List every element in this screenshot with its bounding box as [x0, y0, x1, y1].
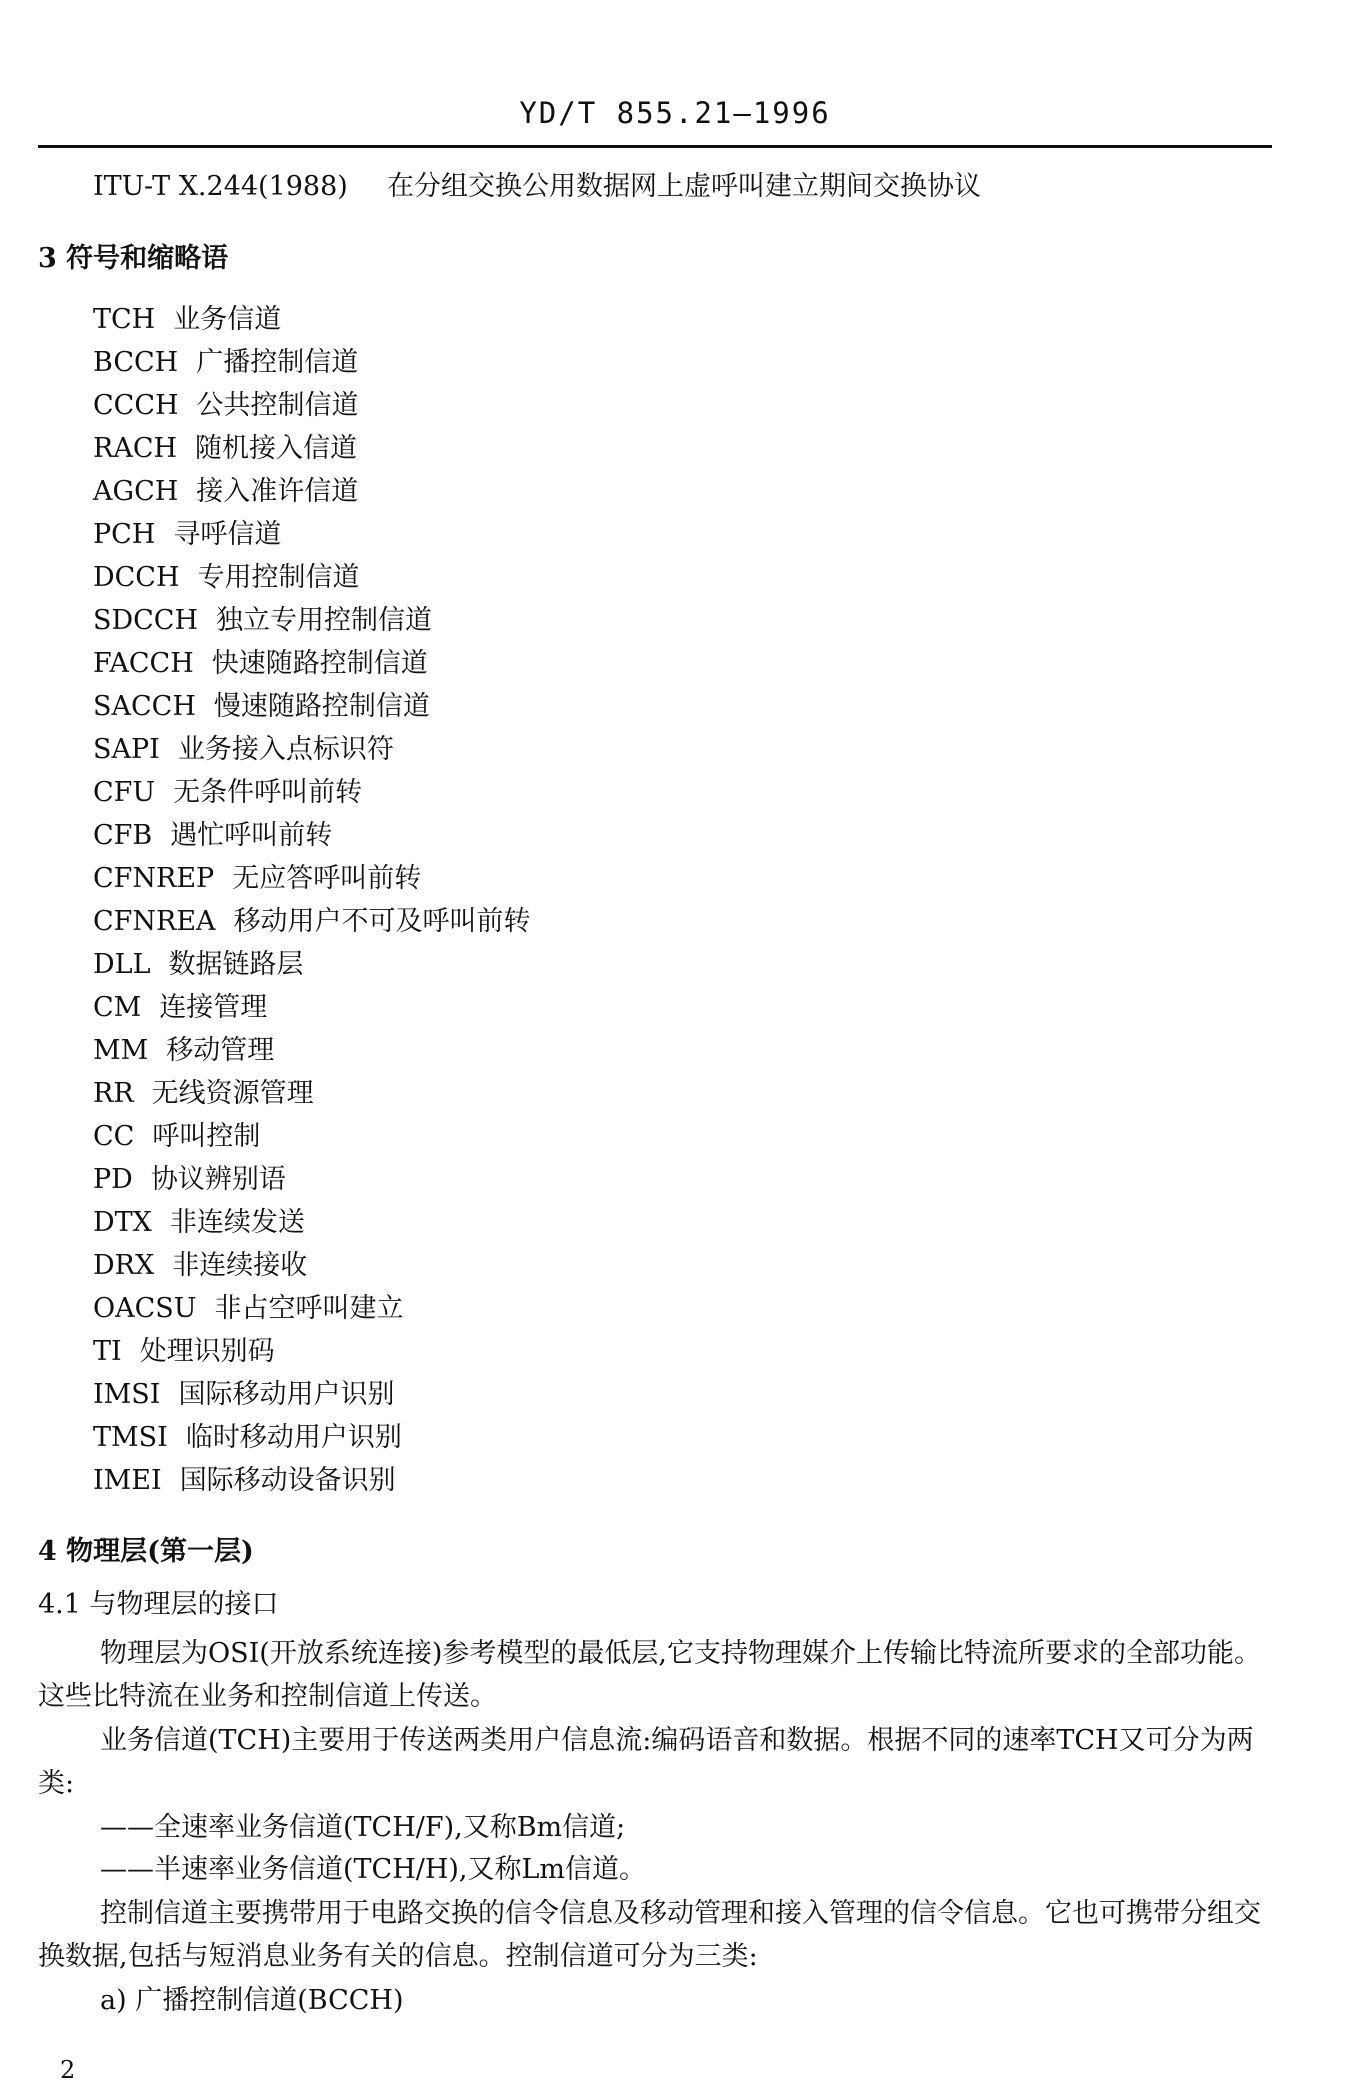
abbreviation-row — [93, 690, 430, 724]
abbreviation-meaning: 接入准许信道 — [196, 476, 359, 507]
section-4-1-heading: 4.1 与物理层的接口 — [38, 1589, 279, 1620]
abbreviation-meaning: 非占空呼叫建立 — [214, 1293, 404, 1324]
abbreviation-code: PD — [93, 1164, 133, 1195]
abbreviation-meaning: 随机接入信道 — [195, 433, 358, 464]
section-3-heading: 3 符号和缩略语 — [38, 243, 229, 274]
abbreviation-row — [93, 776, 362, 810]
abbreviation-code: DCCH — [93, 562, 180, 593]
abbreviation-code: CFNREA — [93, 906, 216, 937]
abbreviation-meaning: 快速随路控制信道 — [211, 648, 428, 679]
abbreviation-code: DTX — [93, 1207, 152, 1238]
abbreviation-row — [93, 1077, 314, 1111]
abbreviation-row — [93, 389, 359, 423]
abbreviation-row — [93, 346, 358, 380]
abbreviation-row — [93, 1421, 402, 1455]
paragraph-traffic-channel: 业务信道(TCH)主要用于传送两类用户信息流:编码语音和数据。根据不同的速率TCH又可分为两类: — [38, 1725, 1254, 1799]
abbreviation-meaning: 国际移动用户识别 — [178, 1379, 395, 1410]
abbreviation-code: CFU — [93, 777, 156, 808]
abbreviation-row — [93, 819, 332, 853]
abbreviation-meaning: 呼叫控制 — [152, 1121, 261, 1152]
abbreviation-row — [93, 1120, 260, 1154]
abbreviation-row — [93, 303, 281, 337]
paragraph-physical-layer: 物理层为OSI(开放系统连接)参考模型的最低层,它支持物理媒介上传输比特流所要求的全部功能。这些比特流在业务和控制信道上传送。 — [38, 1638, 1261, 1712]
section-4-heading: 4 物理层(第一层) — [38, 1536, 254, 1567]
abbreviation-meaning: 遇忙呼叫前转 — [170, 820, 333, 851]
abbreviation-code: TCH — [93, 304, 156, 335]
abbreviation-code: IMEI — [93, 1465, 162, 1496]
abbreviation-meaning: 业务接入点标识符 — [177, 734, 394, 765]
abbreviation-code: DLL — [93, 949, 151, 980]
abbreviation-code: OACSU — [93, 1293, 197, 1324]
abbreviation-row — [93, 561, 360, 595]
abbreviation-meaning: 连接管理 — [159, 992, 268, 1023]
abbreviation-meaning: 公共控制信道 — [196, 390, 359, 421]
abbreviation-row — [93, 991, 267, 1025]
abbreviation-row — [93, 1034, 274, 1068]
abbreviation-meaning: 广播控制信道 — [196, 347, 359, 378]
abbreviation-meaning: 国际移动设备识别 — [179, 1465, 396, 1496]
reference-title: 在分组交换公用数据网上虚呼叫建立期间交换协议 — [387, 171, 982, 202]
abbreviation-code: IMSI — [93, 1379, 161, 1410]
abbreviation-code: DRX — [93, 1250, 155, 1281]
abbreviation-row — [93, 862, 421, 896]
abbreviation-meaning: 处理识别码 — [139, 1336, 275, 1367]
abbreviation-meaning: 临时移动用户识别 — [185, 1422, 402, 1453]
abbreviation-meaning: 独立专用控制信道 — [216, 605, 433, 636]
abbreviation-meaning: 移动管理 — [166, 1035, 275, 1066]
abbreviation-code: TMSI — [93, 1422, 168, 1453]
abbreviation-meaning: 非连续接收 — [172, 1250, 308, 1281]
abbreviation-row — [93, 1335, 275, 1369]
abbreviation-meaning: 协议辨别语 — [150, 1164, 286, 1195]
abbreviation-meaning: 移动用户不可及呼叫前转 — [233, 906, 531, 937]
abbreviation-row — [93, 948, 304, 982]
reference-code: ITU-T X.244(1988) — [93, 171, 348, 202]
abbreviation-code: CFB — [93, 820, 153, 851]
header-rule — [38, 145, 1272, 148]
paragraph-control-channel: 控制信道主要携带用于电路交换的信令信息及移动管理和接入管理的信令信息。它也可携带分组交换数据,包括与短消息业务有关的信息。控制信道可分为三类: — [38, 1898, 1261, 1972]
abbreviation-row — [93, 1249, 307, 1283]
abbreviation-row — [93, 1163, 286, 1197]
list-item-bcch: a) 广播控制信道(BCCH) — [100, 1985, 404, 2016]
abbreviation-meaning: 寻呼信道 — [173, 519, 282, 550]
abbreviation-code: RACH — [93, 433, 178, 464]
standard-number-header: YD/T 855.21—1996 — [519, 96, 831, 130]
abbreviation-code: PCH — [93, 519, 156, 550]
abbreviation-code: AGCH — [93, 476, 179, 507]
reference-entry — [93, 170, 981, 204]
abbreviation-row — [93, 1378, 394, 1412]
abbreviation-row — [93, 905, 531, 939]
abbreviation-meaning: 专用控制信道 — [197, 562, 360, 593]
abbreviation-row — [93, 733, 394, 767]
abbreviation-code: CCCH — [93, 390, 179, 421]
abbreviation-code: RR — [93, 1078, 134, 1109]
abbreviation-code: BCCH — [93, 347, 179, 378]
abbreviation-meaning: 无线资源管理 — [151, 1078, 314, 1109]
abbreviation-row — [93, 647, 428, 681]
abbreviation-code: SAPI — [93, 734, 160, 765]
list-item-full-rate: ——全速率业务信道(TCH/F),又称Bm信道; — [100, 1812, 626, 1843]
abbreviation-meaning: 无条件呼叫前转 — [173, 777, 363, 808]
abbreviation-row — [93, 1292, 404, 1326]
abbreviation-meaning: 无应答呼叫前转 — [232, 863, 422, 894]
abbreviation-row — [93, 1464, 396, 1498]
abbreviation-code: CFNREP — [93, 863, 215, 894]
abbreviation-row — [93, 1206, 305, 1240]
abbreviation-code: SACCH — [93, 691, 196, 722]
abbreviation-row — [93, 604, 432, 638]
abbreviation-row — [93, 475, 358, 509]
abbreviation-code: TI — [93, 1336, 122, 1367]
abbreviation-meaning: 数据链路层 — [168, 949, 304, 980]
abbreviation-row — [93, 518, 281, 552]
abbreviation-code: SDCCH — [93, 605, 199, 636]
abbreviation-meaning: 业务信道 — [173, 304, 282, 335]
abbreviation-code: CM — [93, 992, 142, 1023]
abbreviation-code: CC — [93, 1121, 135, 1152]
abbreviation-code: FACCH — [93, 648, 194, 679]
page-number: 2 — [60, 2056, 76, 2084]
abbreviation-meaning: 非连续发送 — [169, 1207, 305, 1238]
abbreviation-code: MM — [93, 1035, 149, 1066]
abbreviation-row — [93, 432, 357, 466]
list-item-half-rate: ——半速率业务信道(TCH/H),又称Lm信道。 — [100, 1854, 647, 1885]
abbreviation-meaning: 慢速随路控制信道 — [213, 691, 430, 722]
